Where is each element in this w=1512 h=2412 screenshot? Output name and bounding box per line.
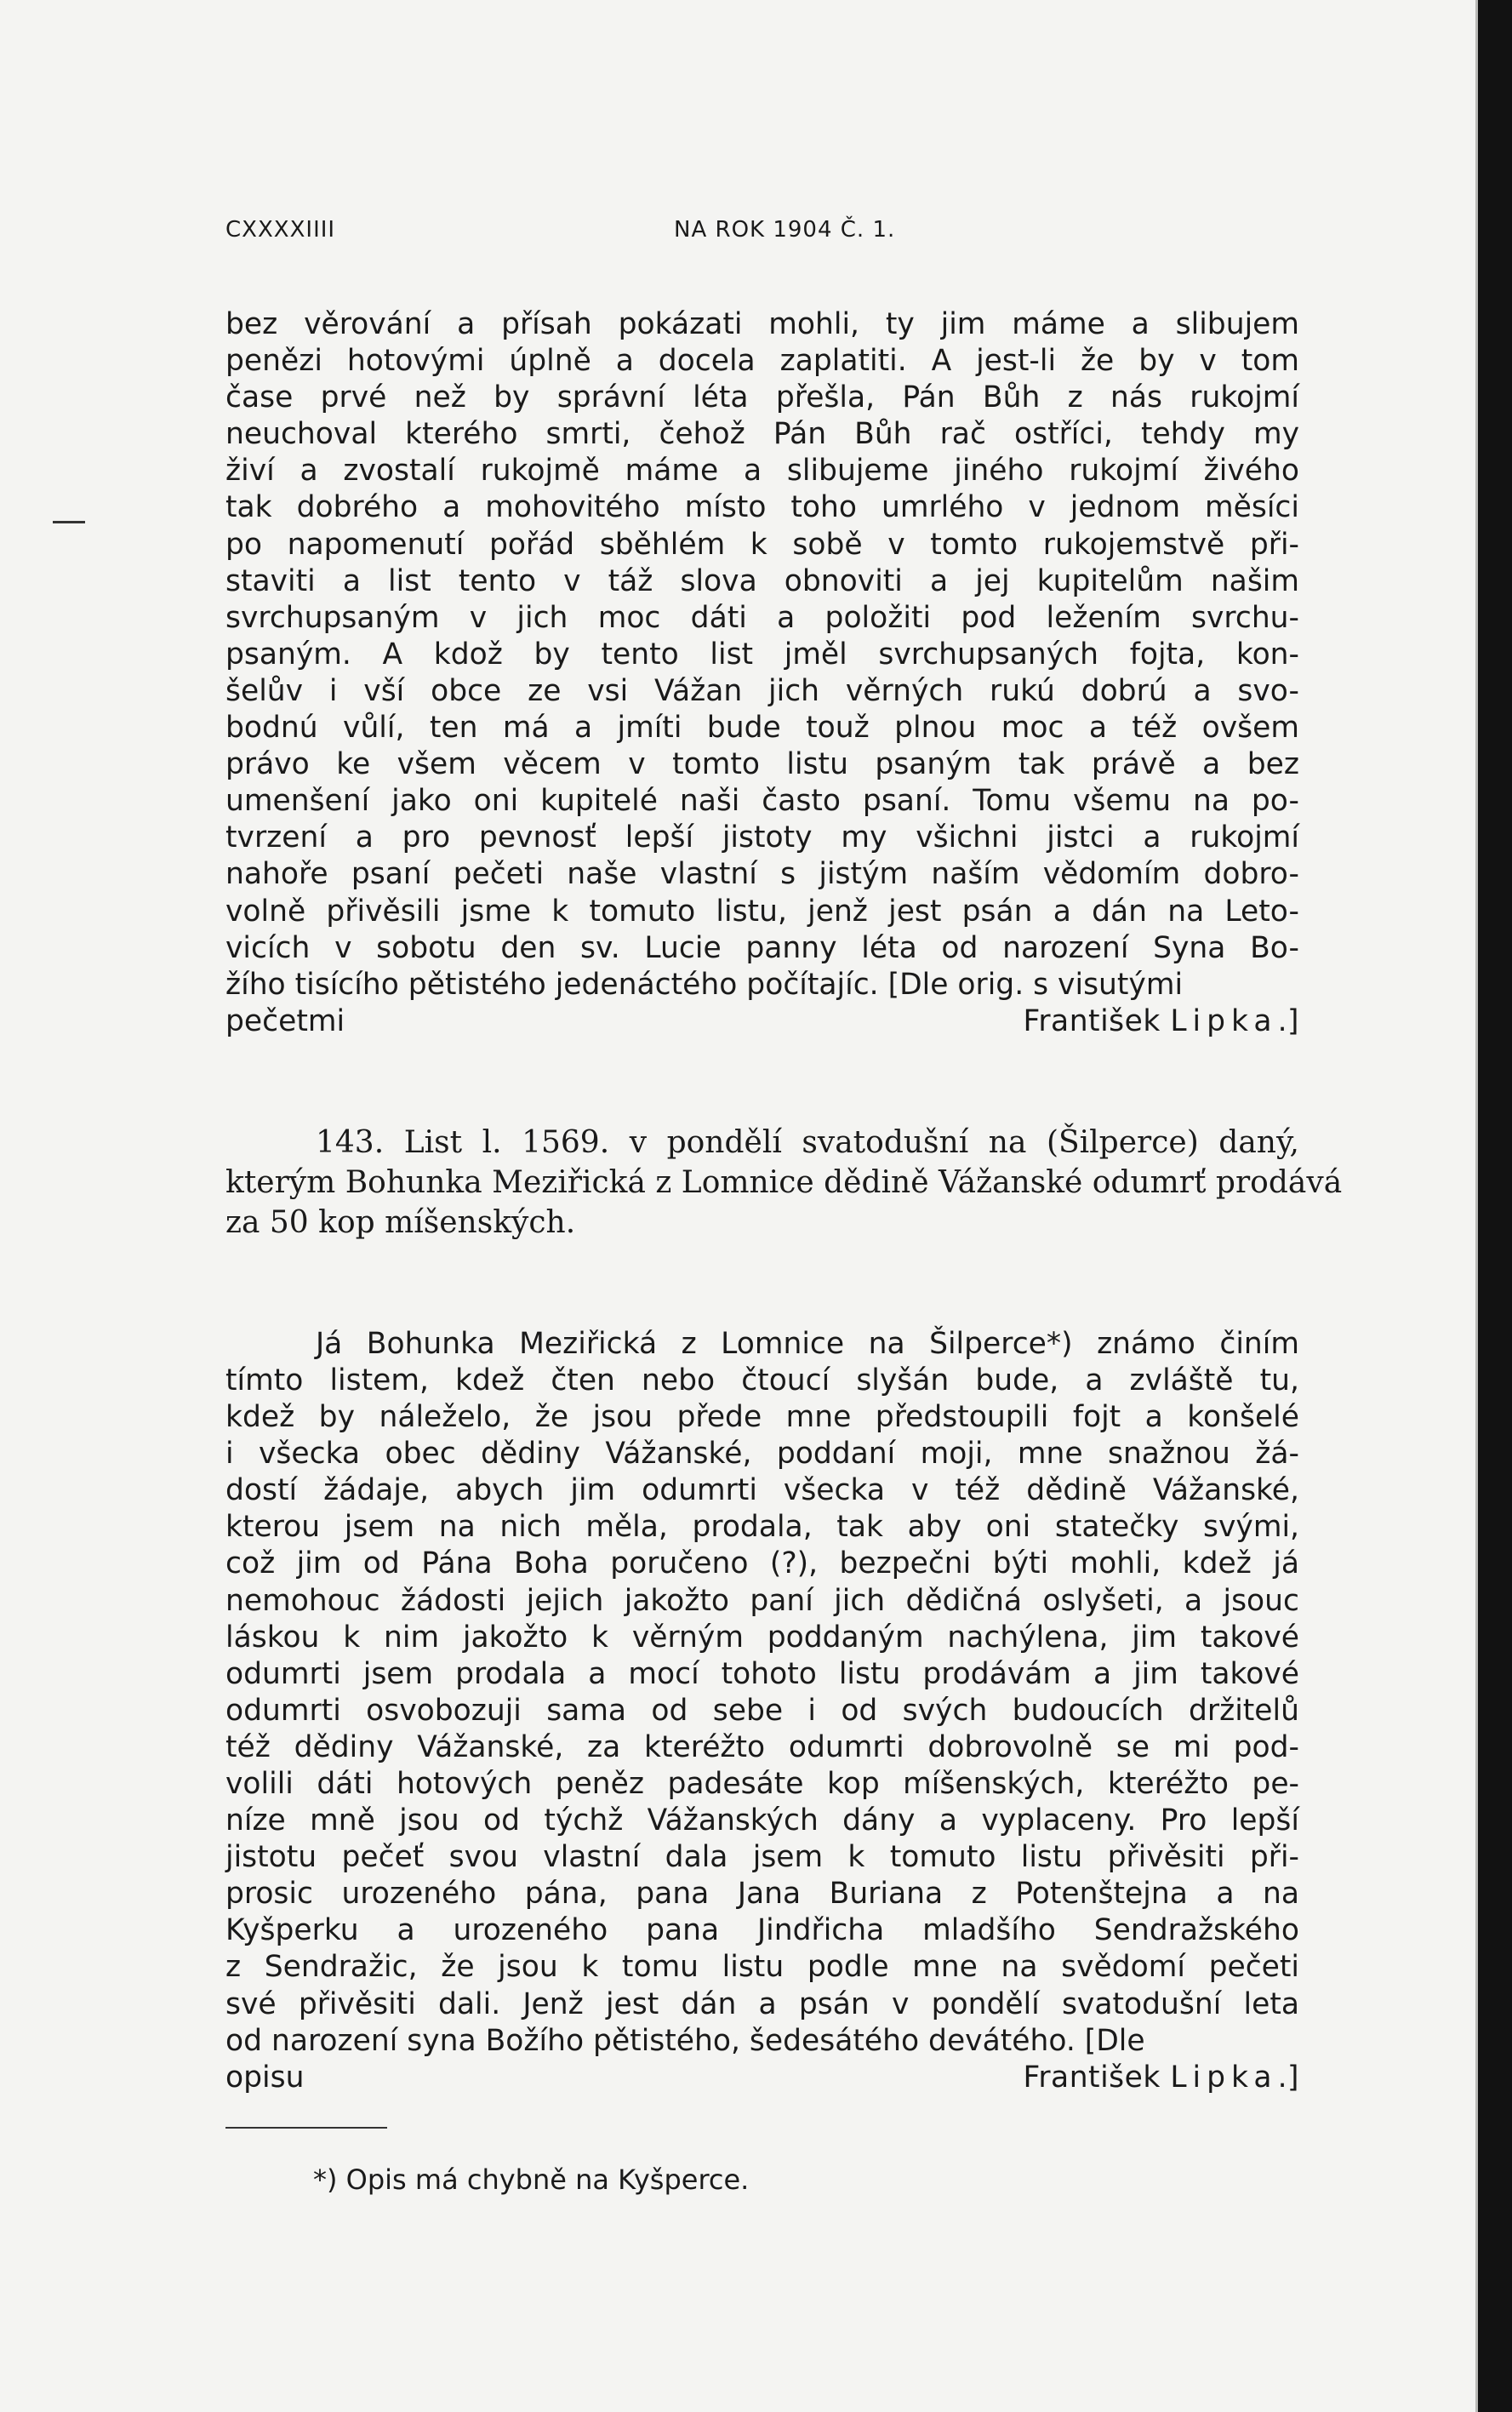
paragraph-1-line: čase prvé než by správní léta přešla, Pán Bůh z nás rukojmí [225, 380, 1299, 415]
signature-2-surname: Lipka [1170, 2060, 1278, 2095]
signature-1-surname: Lipka [1170, 1003, 1278, 1038]
paragraph-2-line: z Sendražic, že jsou k tomu listu podle mne na svědomí pečeti [225, 1950, 1299, 1985]
footnote-rule [225, 2127, 387, 2129]
paragraph-1-line: umenšení jako oni kupitelé naši často psaní. Tomu všemu na po- [225, 784, 1299, 819]
paragraph-2-line: dostí žádaje, abych jim odumrti všecka v též dědině Vážanské, [225, 1473, 1299, 1508]
heading-line: 143. List l. 1569. v pondělí svatodušní na (Šilperce) daný, [316, 1124, 1299, 1160]
paragraph-1-line: bez věrování a přísah pokázati mohli, ty jim máme a slibujem [225, 307, 1299, 341]
page-number: CXXXXIIII [225, 217, 336, 243]
running-title: NA ROK 1904 Č. 1. [674, 217, 896, 243]
paragraph-2-line: též dědiny Vážanské, za kteréžto odumrti dobrovolně se mi pod- [225, 1729, 1299, 1764]
paragraph-2-line: i všecka obec dědiny Vážanské, poddaní moji, mne snažnou žá- [225, 1437, 1299, 1472]
paragraph-2-line: odumrti osvobozuji sama od sebe i od svých budoucích držitelů [225, 1693, 1299, 1728]
signature-1 [1024, 1003, 1299, 1040]
paragraph-1-line: neuchoval kterého smrti, čehož Pán Bůh rač ostříci, tehdy my [225, 417, 1299, 452]
heading-line: za 50 kop míšenských. [225, 1204, 576, 1240]
paragraph-1-line: tvrzení a pro pevnosť lepší jistoty my všichni jistci a rukojmí [225, 820, 1299, 855]
paragraph-1-line: vicích v sobotu den sv. Lucie panny léta od narození Syna Bo- [225, 930, 1299, 965]
paragraph-1-signature-line [225, 1003, 1299, 1040]
paragraph-2-line: své přivěsiti dali. Jenž jest dán a psán v pondělí svatodušní leta [225, 1986, 1299, 2021]
paragraph-2-line: Kyšperku a urozeného pana Jindřicha mladšího Sendražského [225, 1913, 1299, 1948]
paragraph-1 [225, 306, 1299, 1003]
heading-line: kterým Bohunka Meziřická z Lomnice dědině Vážanské odumrť prodává [225, 1164, 1343, 1200]
paragraph-1-line: penězi hotovými úplně a docela zaplatiti. A jest-li že by v tom [225, 344, 1299, 379]
scan-dark-edge [1478, 0, 1512, 2412]
paragraph-1-line: staviti a list tento v táž slova obnoviti a jej kupitelům našim [225, 563, 1299, 598]
paragraph-2-line: od narození syna Božího pětistého, šedesátého devátého. [Dle [225, 2023, 1145, 2058]
running-head [225, 217, 1299, 251]
signature-1-name: František [1023, 1003, 1161, 1038]
paragraph-1-line: volně přivěsili jsme k tomuto listu, jenž jest psán a dán na Leto- [225, 894, 1299, 929]
paragraph-2-line: odumrti jsem prodala a mocí tohoto listu prodávám a jim takové [225, 1656, 1299, 1691]
paragraph-2-line: láskou k nim jakožto k věrným poddaným nachýlena, jim takové [225, 1620, 1299, 1655]
paragraph-2-line: nemohouc žádosti jejich jakožto paní jich dědičná oslyšeti, a jsouc [225, 1583, 1299, 1618]
margin-pencil-mark [53, 521, 85, 523]
paragraph-2-line: což jim od Pána Boha poručeno (?), bezpečni býti mohli, kdež já [225, 1546, 1299, 1581]
paragraph-2 [225, 1326, 1299, 2060]
paragraph-2-signature-line [225, 2060, 1299, 2096]
paragraph-2-line: kterou jsem na nich měla, prodala, tak aby oni statečky svými, [225, 1510, 1299, 1545]
paragraph-2-line: Já Bohunka Meziřická z Lomnice na Šilperce*) známo činím [316, 1326, 1299, 1361]
page-body [225, 306, 1343, 2197]
signature-2 [1024, 2060, 1299, 2096]
paragraph-1-line: bodnú vůlí, ten má a jmíti bude touž plnou moc a též ovšem [225, 711, 1299, 746]
scan-edge-line [1475, 0, 1478, 2412]
paragraph-2-line: níze mně jsou od týchž Vážanských dány a vyplaceny. Pro lepší [225, 1803, 1299, 1838]
paragraph-1-line: svrchupsaným v jich moc dáti a položiti pod ležením svrchu- [225, 600, 1299, 635]
paragraph-1-line: psaným. A kdož by tento list jměl svrchupsaných fojta, kon- [225, 637, 1299, 672]
paragraph-2-line: volili dáti hotových peněz padesáte kop míšenských, kteréžto pe- [225, 1767, 1299, 1801]
paragraph-1-line: po napomenutí pořád sběhlém k sobě v tomto rukojemstvě při- [225, 527, 1299, 562]
signature-1-close: .] [1277, 1003, 1299, 1038]
paragraph-2-line: jistotu pečeť svou vlastní dala jsem k tomuto listu přivěsiti při- [225, 1840, 1299, 1875]
paragraph-1-line: šelův i vší obce ze vsi Vážan jich věrných rukú dobrú a svo- [225, 673, 1299, 708]
paragraph-2-tail: opisu [225, 2060, 305, 2095]
paragraph-1-line: živí a zvostalí rukojmě máme a slibujeme jiného rukojmí živého [225, 454, 1299, 489]
signature-2-close: .] [1277, 2060, 1299, 2095]
paragraph-1-line: nahoře psaní pečeti naše vlastní s jistým naším vědomím dobro- [225, 857, 1299, 892]
paragraph-1-line: tak dobrého a mohovitého místo toho umrlého v jednom měsíci [225, 490, 1299, 525]
paragraph-2-line: tímto listem, kdež čten nebo čtoucí slyšán bude, a zvláště tu, [225, 1363, 1299, 1397]
paragraph-2-line: kdež by náleželo, že jsou přede mne předstoupili fojt a konšelé [225, 1400, 1299, 1435]
footnote: *) Opis má chybně na Kyšperce. [313, 2163, 750, 2196]
signature-2-name: František [1023, 2060, 1161, 2095]
paragraph-1-line: právo ke všem věcem v tomto listu psaným tak právě a bez [225, 747, 1299, 782]
paragraph-1-line: žího tisícího pětistého jedenáctého počítajíc. [Dle orig. s visutými [225, 967, 1184, 1002]
paragraph-2-line: prosic urozeného pána, pana Jana Buriana z Potenštejna a na [225, 1877, 1299, 1912]
paragraph-1-tail: pečetmi [225, 1003, 345, 1038]
document-heading [225, 1123, 1343, 1243]
